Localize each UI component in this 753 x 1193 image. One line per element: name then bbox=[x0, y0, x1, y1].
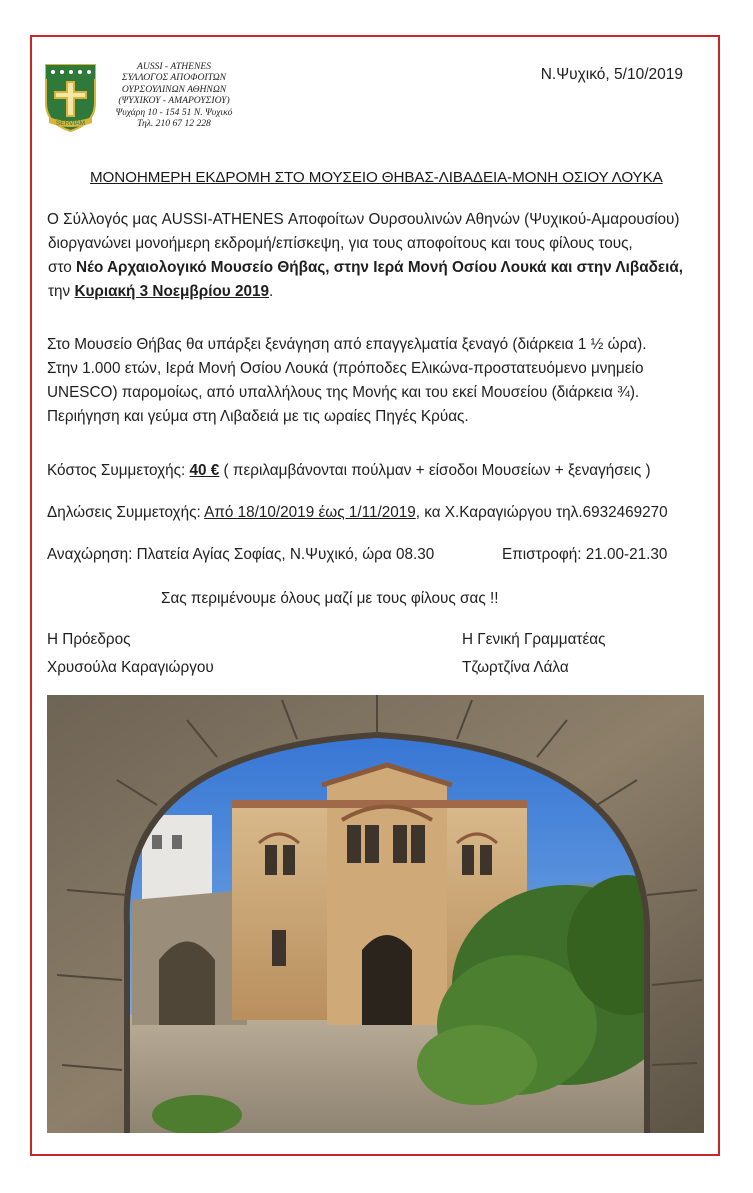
cost-details: ( περιλαμβάνονται πούλμαν + είσοδοι Μουσείων + ξεναγήσεις ) bbox=[219, 462, 651, 479]
cost-amount: 40 € bbox=[189, 462, 220, 479]
program-line: Περιήγηση και γεύμα στη Λιβαδειά με τις ωραίες Πηγές Κρύας. bbox=[47, 408, 469, 425]
intro-paragraph bbox=[47, 208, 683, 304]
departure-line bbox=[47, 543, 434, 567]
registration-period: Από 18/10/2019 έως 1/11/2019 bbox=[204, 504, 416, 521]
registration-label: Δηλώσεις Συμμετοχής: bbox=[47, 504, 205, 521]
intro-text: . bbox=[269, 283, 274, 300]
document-date: Ν.Ψυχικό, 5/10/2019 bbox=[540, 66, 683, 83]
cost-line bbox=[47, 459, 651, 483]
monastery-photo bbox=[47, 695, 704, 1133]
program-line: Στο Μουσείο Θήβας θα υπάρξει ξενάγηση από επαγγελματία ξεναγό (διάρκεια 1 ½ ώρα). bbox=[47, 336, 647, 353]
secretary-name: Τζωρτζίνα Λάλα bbox=[462, 659, 569, 676]
president-title: Η Πρόεδρος bbox=[47, 631, 131, 648]
document-title: ΜΟΝΟΗΜΕΡΗ ΕΚΔΡΟΜΗ ΣΤΟ ΜΟΥΣΕΙΟ ΘΗΒΑΣ-ΛΙΒΑΔΕΙΑ-ΜΟΝΗ ΟΣΙΟΥ ΛΟΥΚΑ bbox=[90, 169, 663, 186]
secretary-title: Η Γενική Γραμματέας bbox=[462, 631, 606, 648]
trip-date: Κυριακή 3 Νοεμβρίου 2019 bbox=[74, 283, 269, 300]
program-paragraph bbox=[47, 333, 646, 429]
logo-caption: SERVIAM bbox=[55, 120, 86, 127]
return-time: Επιστροφή: 21.00-21.30 bbox=[502, 546, 668, 563]
intro-text: στο bbox=[48, 259, 77, 276]
president-signature bbox=[47, 626, 214, 682]
president-name: Χρυσούλα Καραγιώργου bbox=[47, 659, 214, 676]
closing-note: Σας περιμένουμε όλους μαζί με τους φίλους σας !! bbox=[161, 590, 499, 607]
association-line: ΟΥΡΣΟΥΛΙΝΩΝ ΑΘΗΝΩΝ bbox=[121, 83, 227, 95]
registration-contact: , κα Χ.Καραγιώργου τηλ.6932469270 bbox=[415, 504, 668, 521]
intro-line: διοργανώνει μονοήμερη εκδρομή/επίσκεψη, για τους αποφοίτους και τους φίλους τους, bbox=[48, 235, 633, 252]
intro-venues: Νέο Αρχαιολογικό Μουσείο Θήβας, στην Ιερά Μονή Οσίου Λουκά και στην Λιβαδειά, bbox=[76, 259, 684, 276]
association-line: AUSSI - ATHENES bbox=[136, 61, 212, 72]
association-line: ΣΥΛΛΟΓΟΣ ΑΠΟΦΟΙΤΩΝ bbox=[121, 72, 227, 84]
program-line: Στην 1.000 ετών, Ιερά Μονή Οσίου Λουκά (πρόποδες Ελικώνα-προστατευόμενο μνημείο bbox=[47, 360, 644, 377]
program-line: UNESCO) παρομοίως, από υπαλλήλους της Μονής και του εκεί Μουσείου (διάρκεια ¾). bbox=[47, 384, 640, 401]
shield-logo-icon bbox=[43, 63, 98, 133]
intro-line bbox=[47, 280, 683, 304]
intro-text: την bbox=[48, 283, 75, 300]
association-line: Ψυχάρη 10 - 154 51 Ν. Ψυχικό bbox=[115, 106, 233, 118]
association-info bbox=[104, 61, 244, 129]
departure-text: Αναχώρηση: Πλατεία Αγίας Σοφίας, Ν.Ψυχικό, ώρα 08.30 bbox=[47, 546, 435, 563]
intro-line: Ο Σύλλογός μας AUSSI-ATHENES Αποφοίτων Ουρσουλινών Αθηνών (Ψυχικού-Αμαρουσίου) bbox=[47, 211, 680, 228]
secretary-signature bbox=[462, 626, 606, 682]
association-line: Τηλ. 210 67 12 228 bbox=[137, 118, 211, 130]
registration-line bbox=[47, 501, 668, 525]
association-line: (ΨΥΧΙΚΟΥ - ΑΜΑΡΟΥΣΙΟΥ) bbox=[118, 95, 230, 107]
association-logo bbox=[43, 63, 98, 133]
cost-label: Κόστος Συμμετοχής: bbox=[47, 462, 190, 479]
intro-line bbox=[47, 256, 683, 280]
monastery-arch-image bbox=[47, 695, 704, 1133]
